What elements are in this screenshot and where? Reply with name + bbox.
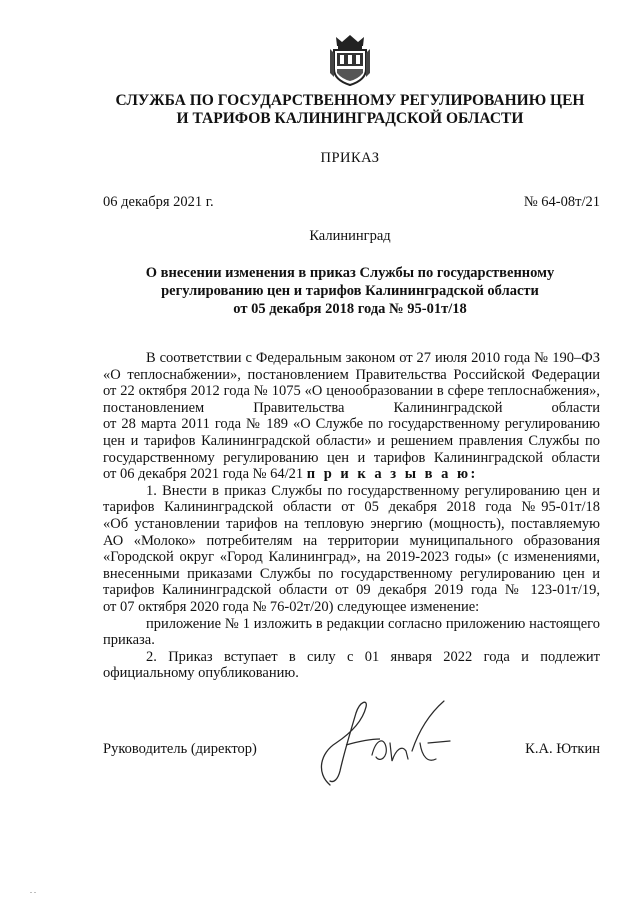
body-line: от 28 марта 2011 года № 189 «О Службе по государственному регулированию <box>103 416 600 433</box>
body-line: приказа. <box>103 632 155 649</box>
body-line: тарифов Калининградской области от 09 декабря 2019 года № 123-01т/19, <box>103 582 600 599</box>
body-line: 1. Внести в приказ Службы по государственному регулированию цен и <box>146 482 600 499</box>
organization-name-line1: СЛУЖБА ПО ГОСУДАРСТВЕННОМУ РЕГУЛИРОВАНИЮ ЦЕН <box>115 92 585 109</box>
body-line: государственному регулированию цен и тарифов Калининградской области <box>103 449 600 466</box>
body-line: от 22 октября 2012 года № 1075 «О ценообразовании в сфере теплоснабжения», <box>103 383 600 400</box>
body-line: АО «Молоко» потребителям на территории муниципального образования <box>103 532 600 549</box>
footer-marks: . . <box>30 886 36 895</box>
subject-line2: регулированию цен и тарифов Калининградской области <box>161 283 539 299</box>
document-city: Калининград <box>309 228 391 244</box>
handwritten-signature <box>310 693 460 791</box>
document-body <box>103 350 600 682</box>
body-line: от 06 декабря 2021 года № 64/21 <box>103 466 307 483</box>
body-line: В соответствии с Федеральным законом от 27 июля 2010 года № 190–ФЗ <box>146 350 600 366</box>
body-line: «Городской округ «Город Калининград», на 2019-2023 годы» (с изменениями, <box>103 549 600 566</box>
body-line-with-order <box>103 466 600 483</box>
document-date: 06 декабря 2021 г. <box>103 194 214 210</box>
body-line: тарифов Калининградской области от 05 декабря 2018 года №95-01т/18 <box>103 499 600 516</box>
organization-name-line2: И ТАРИФОВ КАЛИНИНГРАДСКОЙ ОБЛАСТИ <box>176 110 524 127</box>
document-type: ПРИКАЗ <box>320 150 380 166</box>
signatory-position: Руководитель (директор) <box>103 741 257 757</box>
subject-line1: О внесении изменения в приказ Службы по государственному <box>145 265 555 281</box>
subject-line3: от 05 декабря 2018 года № 95-01т/18 <box>233 301 467 317</box>
body-line: постановлением Правительства Калининградской области <box>103 399 600 416</box>
body-line: приложение № 1 изложить в редакции согласно приложению настоящего <box>146 615 600 632</box>
body-line: цен и тарифов Калининградской области» и решением правления Службы по <box>103 432 600 449</box>
signatory-name: К.А. Юткин <box>525 741 600 757</box>
body-line: 2. Приказ вступает в силу с 01 января 2022 года и подлежит <box>146 648 600 665</box>
order-word: п р и к а з ы в а ю: <box>306 466 478 483</box>
body-line: внесенными приказами Службы по государственному регулированию цен и <box>103 565 600 582</box>
body-line: «О теплоснабжении», постановлением Правительства Российской Федерации <box>103 366 600 383</box>
document-number: № 64-08т/21 <box>523 194 600 210</box>
body-line: официальному опубликованию. <box>103 665 299 682</box>
body-line: от 07 октября 2020 года № 76-02т/20) следующее изменение: <box>103 598 480 615</box>
coat-of-arms-emblem <box>328 33 372 87</box>
body-line: «Об установлении тарифов на тепловую энергию (мощность), поставляемую <box>103 515 600 532</box>
